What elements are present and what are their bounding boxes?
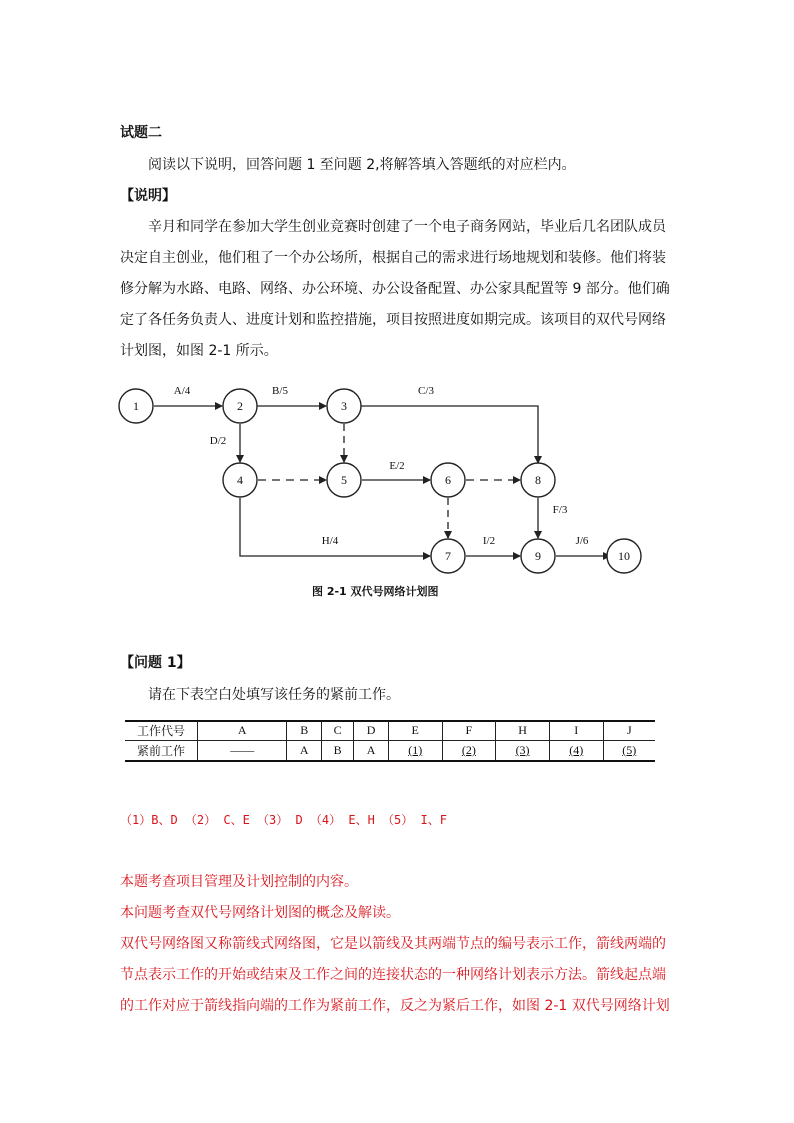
table-cell-blank: (5) [622,743,637,757]
edge-label: I/2 [482,535,496,547]
table-cell: D [354,721,389,741]
table-cell: B [287,721,322,741]
section-question-1: 【问题 1】 [120,655,191,671]
node-label: 2 [237,399,243,413]
node-label: 6 [445,473,451,487]
node-label: 4 [237,473,243,487]
explain-line: 本问题考查双代号网络计划图的概念及解读。 [120,905,400,921]
node-label: 9 [535,549,541,563]
edge-label: A/4 [173,385,191,397]
table-cell: A [287,741,322,761]
table-cell-blank: (3) [496,741,550,761]
table-cell: —— [198,741,287,761]
table-cell: 紧前工作 [125,741,198,761]
table-cell: H [496,721,550,741]
section-description: 【说明】 [120,188,176,204]
desc-line: 辛月和同学在参加大学生创业竞赛时创建了一个电子商务网站，毕业后几名团队成员 [148,219,666,235]
node-label: 1 [133,399,139,413]
table-cell: E [388,721,442,741]
table-cell: C [322,721,354,741]
table-bottom-rule [125,760,655,762]
network-diagram [112,372,630,604]
predecessor-table [125,721,655,760]
diagram-caption: 图 2-1 双代号网络计划图 [312,585,439,598]
node-label: 3 [341,399,347,413]
table-row [125,721,655,741]
table-cell: B [322,741,354,761]
desc-line: 决定自主创业，他们租了一个办公场所，根据自己的需求进行场地规划和装修。他们将装 [120,250,666,266]
edge-c [361,406,538,463]
desc-line: 修分解为水路、电路、网络、办公环境、办公设备配置、办公家具配置等 9 部分。他们确 [120,281,670,297]
table-cell: A [354,741,389,761]
edge-label: B/5 [272,385,288,397]
table-cell: 工作代号 [125,721,198,741]
table-cell-blank: (2) [442,741,496,761]
table-row [125,741,655,761]
explain-line: 的工作对应于箭线指向端的工作为紧前工作，反之为紧后工作，如图 2-1 双代号网络计划 [120,998,670,1014]
node-label: 7 [445,549,451,563]
node-label: 5 [341,473,347,487]
desc-line: 定了各任务负责人、进度计划和监控措施，项目按照进度如期完成。该项目的双代号网络 [120,312,666,328]
edge-label: D/2 [209,435,227,447]
answer-text: （1）B、D （2） C、E （3） D （4） E、H （5） I、F [120,813,447,827]
explain-line: 节点表示工作的开始或结束及工作之间的连接状态的一种网络计划表示方法。箭线起点端 [120,967,666,983]
node-label: 10 [618,549,630,563]
explain-line: 本题考查项目管理及计划控制的内容。 [120,874,358,890]
table-cell: A [198,721,287,741]
table-cell-blank: (4) [549,741,603,761]
edge-label: E/2 [389,460,405,472]
explain-line: 双代号网络图又称箭线式网络图，它是以箭线及其两端节点的编号表示工作，箭线两端的 [120,936,666,952]
table-cell: J [603,721,655,741]
intro-text: 阅读以下说明，回答问题 1 至问题 2,将解答填入答题纸的对应栏内。 [148,157,576,173]
table-cell: I [549,721,603,741]
edge-label: H/4 [321,535,339,547]
edge-label: J/6 [575,535,589,547]
edge-h [240,498,430,556]
node-label: 8 [535,473,541,487]
table-cell: F [442,721,496,741]
question-heading: 试题二 [120,125,162,141]
desc-line: 计划图，如图 2-1 所示。 [120,343,278,359]
edge-label: C/3 [418,385,434,397]
edge-label: F/3 [552,504,568,516]
question-1-prompt: 请在下表空白处填写该任务的紧前工作。 [148,687,400,703]
table-cell-blank: (1) [388,741,442,761]
